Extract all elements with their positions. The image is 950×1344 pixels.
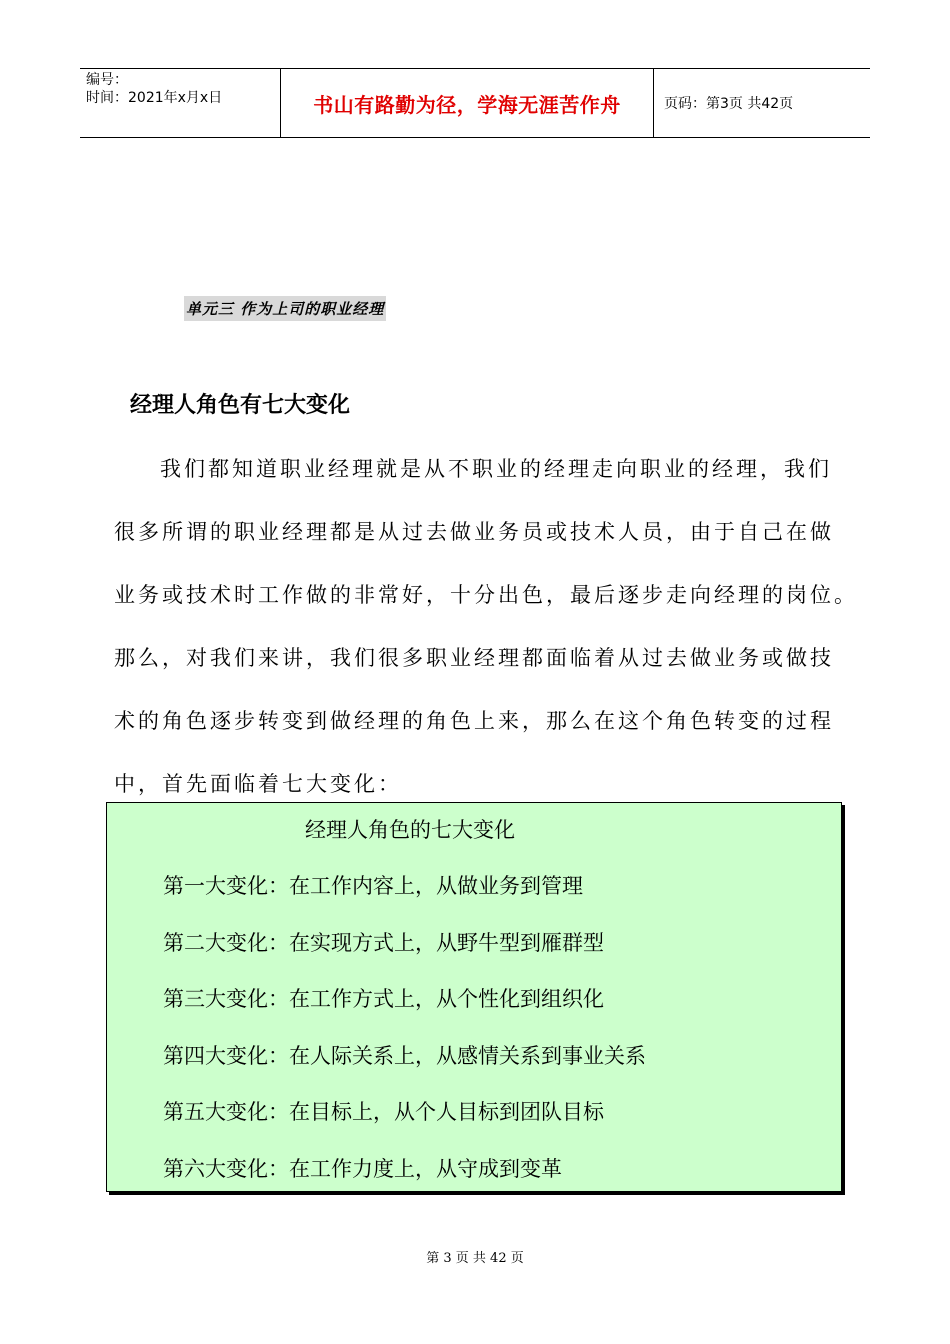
changes-list [163, 871, 646, 1210]
changes-summary-box [106, 802, 842, 1192]
box-title: 经理人角色的七大变化 [305, 818, 515, 842]
paragraph-line: 业务或技术时工作做的非常好，十分出色，最后逐步走向经理的岗位。 [114, 583, 858, 607]
paragraph-line: 很多所谓的职业经理都是从过去做业务员或技术人员，由于自己在做 [114, 520, 834, 544]
unit-title: 单元三 作为上司的职业经理 [184, 296, 386, 321]
doc-number-label: 编号： [86, 72, 128, 88]
paragraph-line: 那么，对我们来讲，我们很多职业经理都面临着从过去做业务或做技 [114, 646, 834, 670]
paragraph-line: 术的角色逐步转变到做经理的角色上来，那么在这个角色转变的过程 [114, 709, 834, 733]
header-meta-cell [80, 69, 281, 137]
body-paragraph [114, 438, 858, 816]
section-heading: 经理人角色有七大变化 [130, 393, 351, 418]
list-item: 第一大变化：在工作内容上，从做业务到管理 [163, 874, 583, 898]
paragraph-line: 中，首先面临着七大变化： [114, 772, 402, 796]
list-item: 第五大变化：在目标上，从个人目标到团队目标 [163, 1100, 604, 1124]
header-motto-cell [281, 69, 654, 137]
header-motto: 书山有路勤为径，学海无涯苦作舟 [313, 92, 621, 117]
list-item: 第四大变化：在人际关系上，从感情关系到事业关系 [163, 1043, 646, 1068]
list-item: 第六大变化：在工作力度上，从守成到变革 [163, 1156, 562, 1181]
doc-date-label: 时间：2021年x月x日 [86, 90, 223, 106]
page-footer: 第 3 页 共 42 页 [426, 1251, 524, 1266]
page-header [80, 68, 870, 138]
header-page-info: 页码：第3页 共42页 [664, 96, 794, 112]
list-item: 第三大变化：在工作方式上，从个性化到组织化 [163, 987, 604, 1011]
paragraph-line: 我们都知道职业经理就是从不职业的经理走向职业的经理，我们 [160, 457, 832, 481]
list-item: 第二大变化：在实现方式上，从野牛型到雁群型 [163, 930, 604, 955]
header-page-cell [654, 69, 870, 137]
